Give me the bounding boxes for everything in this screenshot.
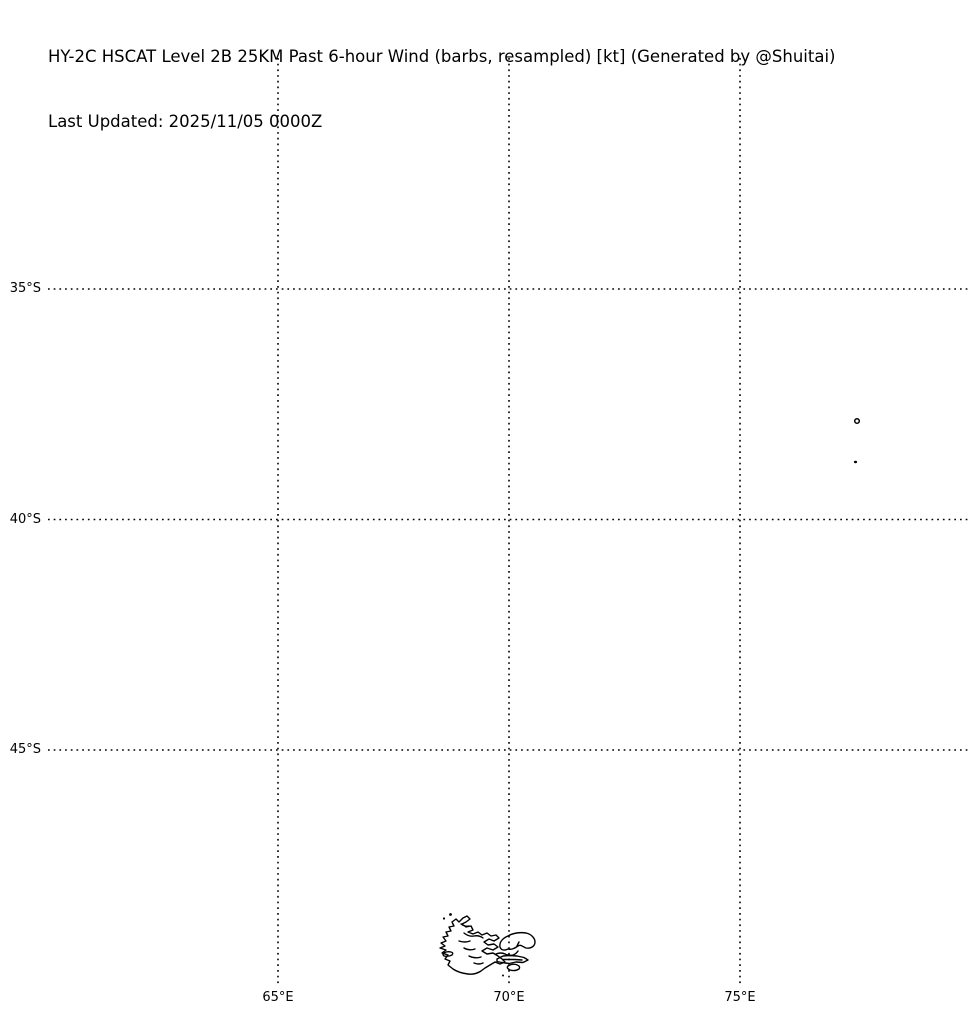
latitude-tick-label: 40°S [9, 511, 41, 527]
kerguelen-isthmus-line [496, 951, 518, 955]
longitude-tick-label: 65°E [262, 990, 294, 1005]
latitude-tick-label: 45°S [9, 742, 41, 757]
saint-paul-island-dot [854, 461, 857, 463]
coastlines-layer [440, 419, 859, 977]
kerguelen-fjord-line [459, 941, 470, 942]
longitude-tick-label: 75°E [724, 990, 756, 1005]
latitude-tick-label: 35°S [9, 281, 41, 296]
kerguelen-south-islet-dot [502, 975, 504, 977]
kerguelen-north-islet-dot [449, 913, 452, 916]
kerguelen-ne-peninsula-coastline [500, 933, 535, 950]
kerguelen-main-island-coastline [440, 916, 505, 974]
kerguelen-fjord-line [464, 948, 475, 950]
title-line-2: Last Updated: 2025/11/05 0000Z [48, 111, 323, 131]
amsterdam-island-coastline [855, 419, 860, 424]
title-line-1: HY-2C HSCAT Level 2B 25KM Past 6-hour Wind (barbs, resampled) [kt] (Generated by @Shuitai) [48, 47, 836, 66]
kerguelen-gulf-inner-line [503, 960, 522, 961]
kerguelen-gulf-islet-coastline [507, 964, 519, 970]
gridlines-layer [48, 58, 968, 985]
kerguelen-north-islet-dot [443, 917, 445, 919]
kerguelen-fjord-line [469, 956, 481, 958]
longitude-tick-label: 70°E [493, 990, 525, 1005]
kerguelen-fjord-line [461, 924, 469, 926]
kerguelen-fjord-line [474, 963, 483, 964]
